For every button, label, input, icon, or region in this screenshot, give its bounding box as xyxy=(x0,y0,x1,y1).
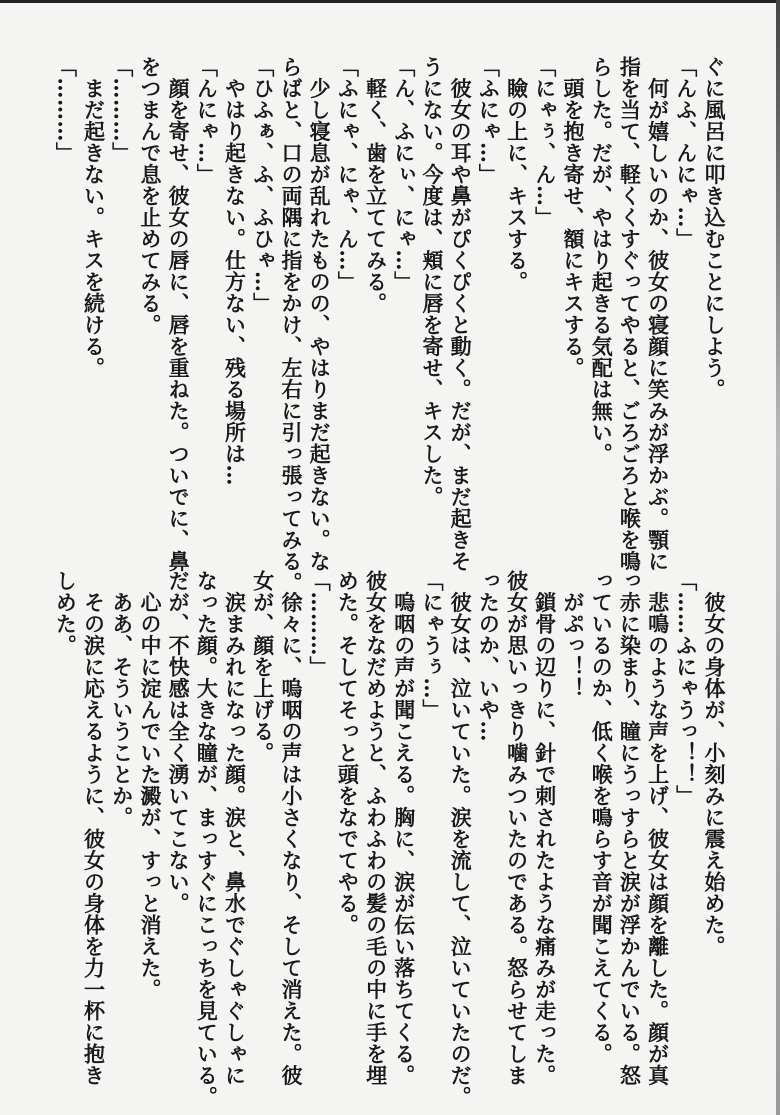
text-line: っ赤に染まり、瞳にうっすらと涙が浮かんでいる。怒 xyxy=(617,570,643,1086)
text-line: 「ひふぁ、ふ、ふひゃ…」 xyxy=(250,56,276,314)
text-line: らばと、口の両隅に指をかけ、左右に引っ張ってみる。 xyxy=(278,56,304,594)
text-line: 何が嬉しいのか、彼女の寝顔に笑みが浮かぶ。顎に xyxy=(645,56,671,572)
text-line: らした。だが、やはり起きる気配は無い。 xyxy=(589,56,615,465)
text-line: 「………」 xyxy=(53,56,79,164)
text-line: がぷっ！！ xyxy=(560,570,586,699)
text-line: 鎖骨の辺りに、針で刺されたような痛みが走った。 xyxy=(532,570,558,1086)
text-line: っているのか、低く喉を鳴らす音が聞こえてくる。 xyxy=(589,570,615,1065)
text-line: 「ふにゃ…」 xyxy=(476,56,502,185)
text-line: 悲鳴のような声を上げ、彼女は顔を離した。顔が真 xyxy=(645,570,671,1086)
text-line: 彼女の身体が、小刻みに震え始めた。 xyxy=(702,570,727,957)
text-line: 顔を寄せ、彼女の唇に、唇を重ねた。ついでに、鼻 xyxy=(166,56,192,572)
text-line: 指を当て、軽くくすぐってやると、ごろごろと喉を鳴 xyxy=(617,56,643,572)
text-line: ったのか、いや… xyxy=(476,570,502,742)
text-block-upper xyxy=(48,56,728,594)
text-line: だが、不快感は全く湧いてこない。 xyxy=(166,570,192,914)
text-line: 軽く、歯を立ててみる。 xyxy=(363,56,389,314)
text-line: 徐々に、嗚咽の声は小さくなり、そして消えた。彼 xyxy=(278,570,304,1086)
text-line: 「んにゃ…」 xyxy=(194,56,220,185)
scan-top-edge xyxy=(0,0,780,3)
text-line: をつまんで息を止めてみる。 xyxy=(137,56,163,336)
text-line: ああ、そういうことか。 xyxy=(109,570,135,828)
text-line: 少し寝息が乱れたものの、やはりまだ起きない。な xyxy=(307,56,333,572)
text-line: うにない。今度は、頬に唇を寄せ、キスした。 xyxy=(419,56,445,508)
text-line: 「………」 xyxy=(109,56,135,164)
text-line: ぐに風呂に叩き込むことにしよう。 xyxy=(702,56,727,400)
text-line: 「ふにゃ、にゃ、ん…」 xyxy=(335,56,361,293)
text-line: 彼女の耳や鼻がぴくぴくと動く。だが、まだ起きそ xyxy=(448,56,474,572)
text-line: 瞼の上に、キスする。 xyxy=(504,56,530,293)
text-line: やはり起きない。仕方ない、残る場所は… xyxy=(222,56,248,486)
text-line: 「にゃうぅ…」 xyxy=(419,570,445,721)
text-line: 頭を抱き寄せ、額にキスする。 xyxy=(560,56,586,379)
text-line: 「ん、ふにぃ、にゃ…」 xyxy=(391,56,417,293)
text-line: 彼女をなだめようと、ふわふわの髪の毛の中に手を埋 xyxy=(363,570,389,1086)
text-line: 彼女が思いっきり噛みついたのである。怒らせてしま xyxy=(504,570,530,1086)
text-block-lower xyxy=(48,570,728,1108)
text-line: その涙に応えるように、彼女の身体を力一杯に抱き xyxy=(81,570,107,1086)
text-line: しめた。 xyxy=(53,570,79,656)
text-line: 嗚咽の声が聞こえる。胸に、涙が伝い落ちてくる。 xyxy=(391,570,417,1086)
text-line: 「………」 xyxy=(307,570,333,678)
text-line: 「んふ、んにゃ…」 xyxy=(673,56,699,250)
text-line: なった顔。大きな瞳が、まっすぐにこっちを見ている。 xyxy=(194,570,220,1108)
text-line: 女が、顔を上げる。 xyxy=(250,570,276,764)
text-line: 涙まみれになった顔。涙と、鼻水でぐしゃぐしゃに xyxy=(222,570,248,1086)
text-line: 彼女は、泣いていた。涙を流して、泣いていたのだ。 xyxy=(448,570,474,1108)
text-line: まだ起きない。キスを続ける。 xyxy=(81,56,107,379)
text-line: 心の中に淀んでいた澱が、すっと消えた。 xyxy=(137,570,163,1000)
text-line: めた。そしてそっと頭をなでてやる。 xyxy=(335,570,361,936)
text-line: 「にゃぅ、ん…」 xyxy=(532,56,558,228)
text-line: 「……ふにゃうっ！！」 xyxy=(673,570,699,807)
scan-right-edge xyxy=(776,0,780,1115)
